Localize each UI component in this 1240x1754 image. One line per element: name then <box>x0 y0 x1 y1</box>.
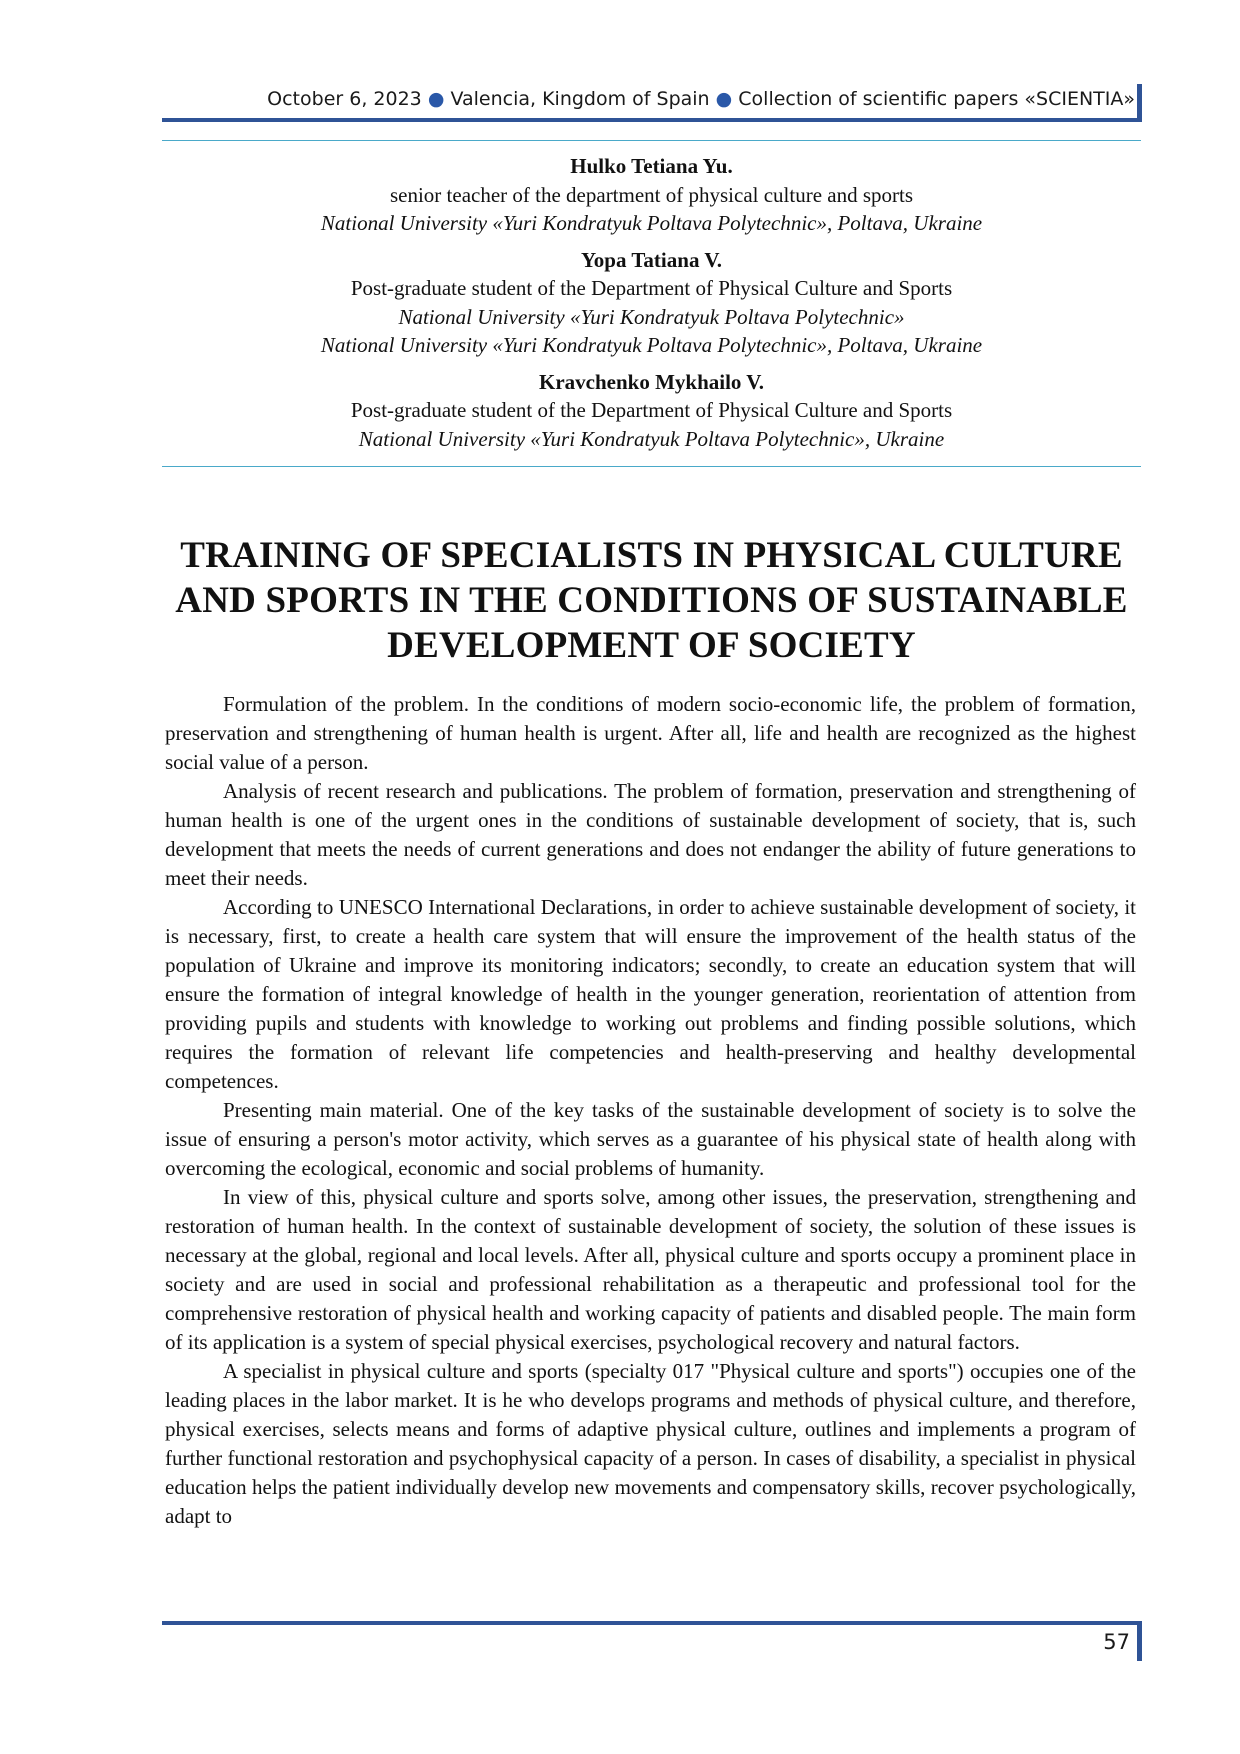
body-paragraph: Formulation of the problem. In the conditions of modern socio-economic life, the problem of formation, preservation and strengthening of human health is urgent. After all, life and health are recognized as the highest social value of a person. <box>165 692 1136 774</box>
header-date: October 6, 2023 <box>267 88 422 110</box>
body-paragraph: Presenting main material. One of the key tasks of the sustainable development of society is to solve the issue of ensuring a person's motor activity, which serves as a guarantee of his physical state of health along with overcoming the ecological, economic and social problems of humanity. <box>165 1098 1136 1180</box>
body-paragraph: In view of this, physical culture and sports solve, among other issues, the preservation, strengthening and restoration of human health. In the context of sustainable development of society, the solution of these issues is necessary at the global, regional and local levels. After all, physical culture and sports occupy a prominent place in society and are used in social and professional rehabilitation as a therapeutic and professional tool for the comprehensive restoration of physical health and working capacity of patients and disabled people. The main form of its application is a system of special physical exercises, psychological recovery and natural factors. <box>165 1185 1136 1354</box>
paper-title-line: AND SPORTS IN THE CONDITIONS OF SUSTAINABLE <box>175 580 1128 621</box>
paper-title-line: TRAINING OF SPECIALISTS IN PHYSICAL CULTURE <box>180 535 1123 576</box>
footer-rule <box>162 1621 1141 1625</box>
header-rule-tick <box>1137 84 1142 122</box>
body-paragraph: Analysis of recent research and publications. The problem of formation, preservation and strengthening of human health is one of the urgent ones in the conditions of sustainable development of society, that is, such development that meets the needs of current generations and does not endanger the ability of future generations to meet their needs. <box>165 779 1136 890</box>
bullet-icon: ● <box>427 88 445 110</box>
author-affiliation: National University «Yuri Kondratyuk Poltava Polytechnic», Poltava, Ukraine <box>320 333 983 357</box>
paper-title <box>162 533 1141 668</box>
bullet-icon: ● <box>715 88 733 110</box>
author-affiliation: National University «Yuri Kondratyuk Poltava Polytechnic», Ukraine <box>358 426 945 451</box>
paper-body <box>165 690 1136 1531</box>
paper-title-line: DEVELOPMENT OF SOCIETY <box>387 625 916 666</box>
author-affiliation: National University «Yuri Kondratyuk Poltava Polytechnic», Poltava, Ukraine <box>320 211 983 235</box>
header-rule <box>162 118 1141 122</box>
author-position: Post-graduate student of the Department of Physical Culture and Sports <box>350 398 953 422</box>
authors-bottom-rule <box>162 466 1141 467</box>
body-paragraph: A specialist in physical culture and sports (specialty 017 "Physical culture and sports") occupies one of the leading places in the labor market. It is he who develops programs and methods of physical culture, and therefore, physical exercises, selects means and forms of adaptive physical culture, outlines and implements a program of further functional restoration and psychophysical capacity of a person. In cases of disability, a specialist in physical education helps the patient individually develop new movements and compensatory skills, recover psychologically, adapt to <box>165 1359 1136 1528</box>
author-name: Yopa Tatiana V. <box>580 247 723 272</box>
authors-top-rule <box>162 140 1141 141</box>
author-name: Kravchenko Mykhailo V. <box>538 369 764 394</box>
author-name: Hulko Tetiana Yu. <box>570 154 733 178</box>
author-affiliation: National University «Yuri Kondratyuk Poltava Polytechnic» <box>398 304 905 329</box>
author-position: Post-graduate student of the Department of Physical Culture and Sports <box>350 276 953 300</box>
footer-rule-tick <box>1137 1621 1142 1661</box>
header-location: Valencia, Kingdom of Spain <box>450 88 710 110</box>
running-header <box>160 88 1135 110</box>
body-paragraph: According to UNESCO International Declarations, in order to achieve sustainable development of society, it is necessary, first, to create a health care system that will ensure the improvement of the health status of the population of Ukraine and improve its monitoring indicators; secondly, to create an education system that will ensure the formation of integral knowledge of health in the younger generation, reorientation of attention from providing pupils and students with knowledge to working out problems and finding possible solutions, which requires the formation of relevant life competencies and health-preserving and healthy developmental competences. <box>165 895 1136 1093</box>
author-position: senior teacher of the department of physical culture and sports <box>389 182 914 207</box>
author-block <box>162 152 1141 453</box>
header-collection: Collection of scientific papers «SCIENTIA» <box>738 88 1135 110</box>
page-number: 57 <box>1103 1630 1130 1654</box>
